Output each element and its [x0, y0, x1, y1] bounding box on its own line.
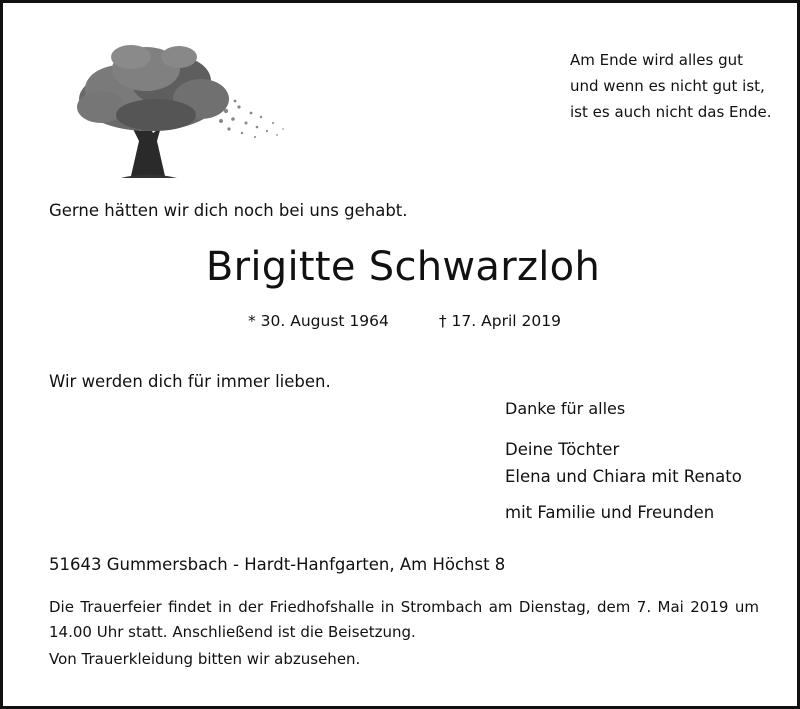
family-line: Deine Töchter: [505, 440, 620, 459]
quote-line: Am Ende wird alles gut: [570, 51, 744, 69]
attire-note: Von Trauerkleidung bitten wir abzusehen.: [49, 650, 361, 668]
ceremony-text: Die Trauerfeier findet in der Friedhofshalle in Strombach am Dienstag, dem 7. Mai 2019 um 14.00 Uhr statt. Anschließend ist die Beisetzung.: [49, 598, 759, 641]
birth-date: * 30. August 1964: [248, 312, 389, 330]
deceased-name: Brigitte Schwarzloh: [205, 244, 601, 290]
love-line: Wir werden dich für immer lieben.: [49, 372, 331, 391]
intro-text: Gerne hätten wir dich noch bei uns gehabt.: [49, 201, 408, 220]
address: 51643 Gummersbach - Hardt-Hanfgarten, Am Höchst 8: [49, 555, 506, 574]
tree-icon: [61, 41, 291, 181]
family-line: mit Familie und Freunden: [505, 503, 715, 522]
death-date: † 17. April 2019: [438, 312, 561, 330]
thanks-line: Danke für alles: [505, 399, 626, 418]
family-line: Elena und Chiara mit Renato: [505, 467, 742, 486]
quote-line: ist es auch nicht das Ende.: [570, 103, 772, 121]
quote-block: [570, 47, 772, 125]
quote-line: und wenn es nicht gut ist,: [570, 77, 765, 95]
life-dates: [248, 312, 561, 330]
family-block: [505, 436, 742, 526]
